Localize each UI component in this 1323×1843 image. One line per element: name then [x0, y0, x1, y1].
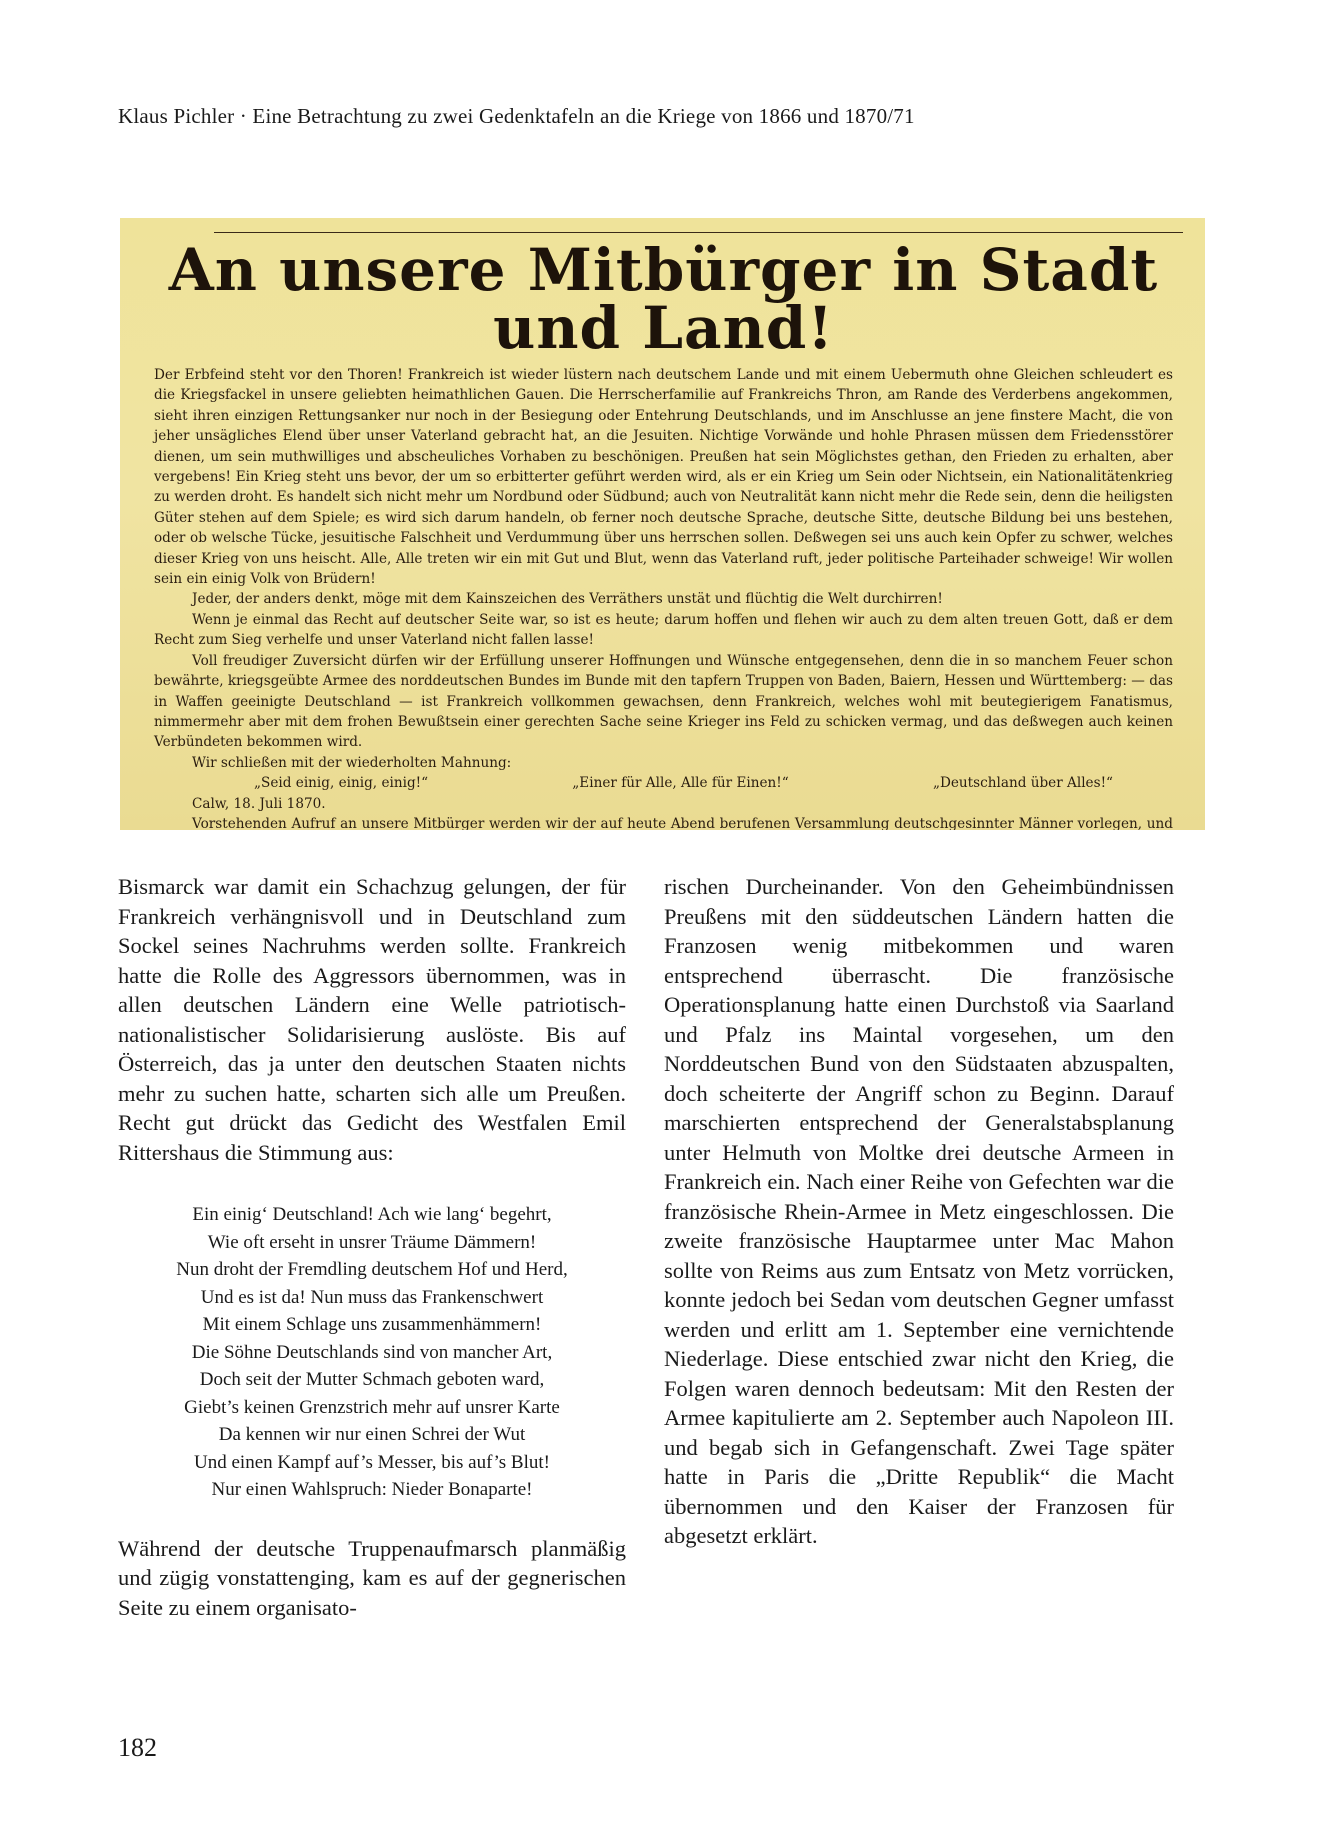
clipping-postscript: Vorstehenden Aufruf an unsere Mitbürger werden wir der auf heute Abend berufenen Versammlung deutschgesinnter Männer vorlegen, und	[192, 815, 1173, 830]
clipping-postscript-block	[154, 814, 1173, 830]
page-number: 182	[118, 1733, 157, 1762]
poem-line: Da kennen wir nur einen Schrei der Wut	[218, 1424, 526, 1445]
poem-line: Und es ist da! Nun muss das Frankenschwert	[200, 1286, 544, 1308]
poem	[118, 1201, 626, 1504]
body-paragraph: Während der deutsche Truppenaufmarsch planmäßig und zügig vonstattenging, kam es auf der gegnerischen Seite zu einem organisato-	[118, 1535, 626, 1620]
left-column	[118, 872, 626, 1622]
poem-line: Nun droht der Fremdling deutschem Hof und Herd,	[176, 1259, 568, 1280]
clipping-body	[154, 365, 1173, 773]
clipping-motto: „Seid einig, einig, einig!“	[254, 775, 429, 792]
poem-line: Ein einig‘ Deutschland! Ach wie lang‘ begehrt,	[192, 1204, 552, 1225]
clipping-paragraph: Der Erbfeind steht vor den Thoren! Frankreich ist wieder lüstern nach deutschem Lande und mit einem Uebermuth ohne Gleichen schleudert es die Kriegsfackel in unsere geliebten heimathlichen Gauen. Die Herrscherfamilie auf Frankreichs Thron, am Rande des Verderbens angekommen, sieht ihren einzigen Rettungsanker nur noch in der Besiegung oder Entehrung Deutschlands, und im Anschlusse an jene finstere Macht, die von jeher unsägliches Elend über unser Vaterland gebracht hat, an die Jesuiten. Nichtige Vorwände und hohle Phrasen müssen dem Friedensstörer dienen, um sein muthwilliges und abscheuliches Vorhaben zu beschönigen. Preußen hat sein Möglichstes gethan, den Frieden zu erhalten, aber vergebens! Ein Krieg steht uns bevor, der um so erbitterter geführt werden wird, als er ein Krieg um Sein oder Nichtsein, ein Nationalitätenkrieg zu werden droht. Es handelt sich nicht mehr um Nordbund oder Südbund; auch von Neutralität kann nicht mehr die Rede sein, denn die heiligsten Güter stehen auf dem Spiele; es wird sich darum handeln, ob ferner noch deutsche Sprache, deutsche Sitte, deutsche Bildung bei uns bestehen, oder ob welsche Tücke, jesuitische Falschheit und Verdummung über uns herrschen sollen. Deßwegen sei uns auch kein Opfer zu schwer, welches dieser Krieg von uns heischt. Alle, Alle treten wir ein mit Gut und Blut, wenn das Vaterland ruft, jeder politische Parteihader schweige! Wir wollen sein ein einig Volk von Brüdern!	[154, 367, 1173, 588]
body-paragraph: rischen Durcheinander. Von den Geheimbündnissen Preußens mit den süddeutschen Ländern hatten die Franzosen wenig mitbekommen und waren entsprechend überrascht. Die französische Operationsplanung hatte einen Durchstoß via Saarland und Pfalz ins Maintal vorgesehen, um den Norddeutschen Bund von den Südstaaten abzuspalten, doch scheiterte der Angriff schon zu Beginn. Darauf marschierten entsprechend der Generalstabsplanung unter Helmuth von Moltke drei deutsche Armeen in Frankreich ein. Nach einer Reihe von Gefechten war die französische Rhein-Armee in Metz eingeschlossen. Die zweite französische Hauptarmee unter Mac Mahon sollte von Reims aus zum Entsatz von Metz vorrücken, konnte jedoch bei Sedan vom deutschen Gegner umfasst werden und erlitt am 1. September eine vernichtende Niederlage. Diese entschied zwar nicht den Krieg, die Folgen waren dennoch bedeutsam: Mit den Resten der Armee kapitulierte am 2. September auch Napoleon III. und begab sich in Gefangenschaft. Zwei Tage später hatte in Paris die „Dritte Republik“ die Macht übernommen und den Kaiser der Franzosen für abgesetzt erklärt.	[664, 874, 1174, 1548]
poem-line: Doch seit der Mutter Schmach geboten ward,	[199, 1369, 545, 1390]
body-paragraph: Bismarck war damit ein Schachzug gelungen, der für Frankreich verhängnisvoll und in Deutschland zum Sockel seines Nachruhms werden sollte. Frankreich hatte die Rolle des Aggressors übernommen, was in allen deutschen Ländern eine Welle patriotisch-nationalistischer Solidarisierung auslöste. Bis auf Österreich, das ja unter den deutschen Staaten nichts mehr zu suchen hatte, scharten sich alle um Preußen. Recht gut drückt das Gedicht des Westfalen Emil Rittershaus die Stimmung aus:	[118, 874, 626, 1165]
clipping-date: Calw, 18. Juli 1870.	[192, 795, 326, 812]
clipping-paragraph: Voll freudiger Zuversicht dürfen wir der Erfüllung unserer Hoffnungen und Wünsche entgegensehen, denn die in so manchem Feuer schon bewährte, kriegsgeübte Armee des norddeutschen Bundes im Bunde mit den tapfern Truppen von Baden, Baiern, Hessen und Württemberg: — das in Waffen geeinigte Deutschland — ist Frankreich vollkommen gewachsen, denn Frankreich, welches wohl mit beutegierigem Fanatismus, nimmermehr aber mit dem frohen Bewußtsein einer gerechten Sache seine Krieger ins Feld zu schicken vermag, und das deßwegen auch keinen Verbündeten bekommen wird.	[154, 652, 1173, 751]
poem-line: Wie oft erseht in unsrer Träume Dämmern!	[207, 1231, 537, 1253]
newspaper-clipping-image	[120, 218, 1205, 830]
poem-line: Giebt’s keinen Grenzstrich mehr auf unsrer Karte	[184, 1396, 560, 1418]
clipping-motto: „Deutschland über Alles!“	[932, 775, 1113, 792]
clipping-top-rule	[214, 232, 1183, 233]
right-column	[664, 872, 1174, 1551]
clipping-mottos	[154, 773, 1173, 793]
clipping-paragraph: Jeder, der anders denkt, möge mit dem Kainszeichen des Verräthers unstät und flüchtig die Welt durchirren!	[192, 591, 943, 608]
poem-line: Mit einem Schlage uns zusammenhämmern!	[202, 1314, 542, 1335]
clipping-paragraph: Wir schließen mit der wiederholten Mahnung:	[192, 754, 512, 771]
clipping-paragraph: Wenn je einmal das Recht auf deutscher Seite war, so ist es heute; darum hoffen und flehen wir auch zu dem alten treuen Gott, daß er dem Recht zum Sieg verhelfe und unser Vaterland nicht fallen lasse!	[154, 611, 1173, 649]
clipping-headline: An unsere Mitbürger in Stadt und Land!	[168, 236, 1159, 362]
poem-line: Die Söhne Deutschlands sind von mancher Art,	[191, 1341, 553, 1363]
poem-line: Und einen Kampf auf’s Messer, bis auf’s Blut!	[194, 1451, 550, 1473]
poem-line: Nur einen Wahlspruch: Nieder Bonaparte!	[211, 1479, 533, 1500]
running-head: Klaus Pichler · Eine Betrachtung zu zwei Gedenktafeln an die Kriege von 1866 und 1870/71	[118, 104, 915, 128]
clipping-motto: „Einer für Alle, Alle für Einen!“	[572, 775, 789, 792]
